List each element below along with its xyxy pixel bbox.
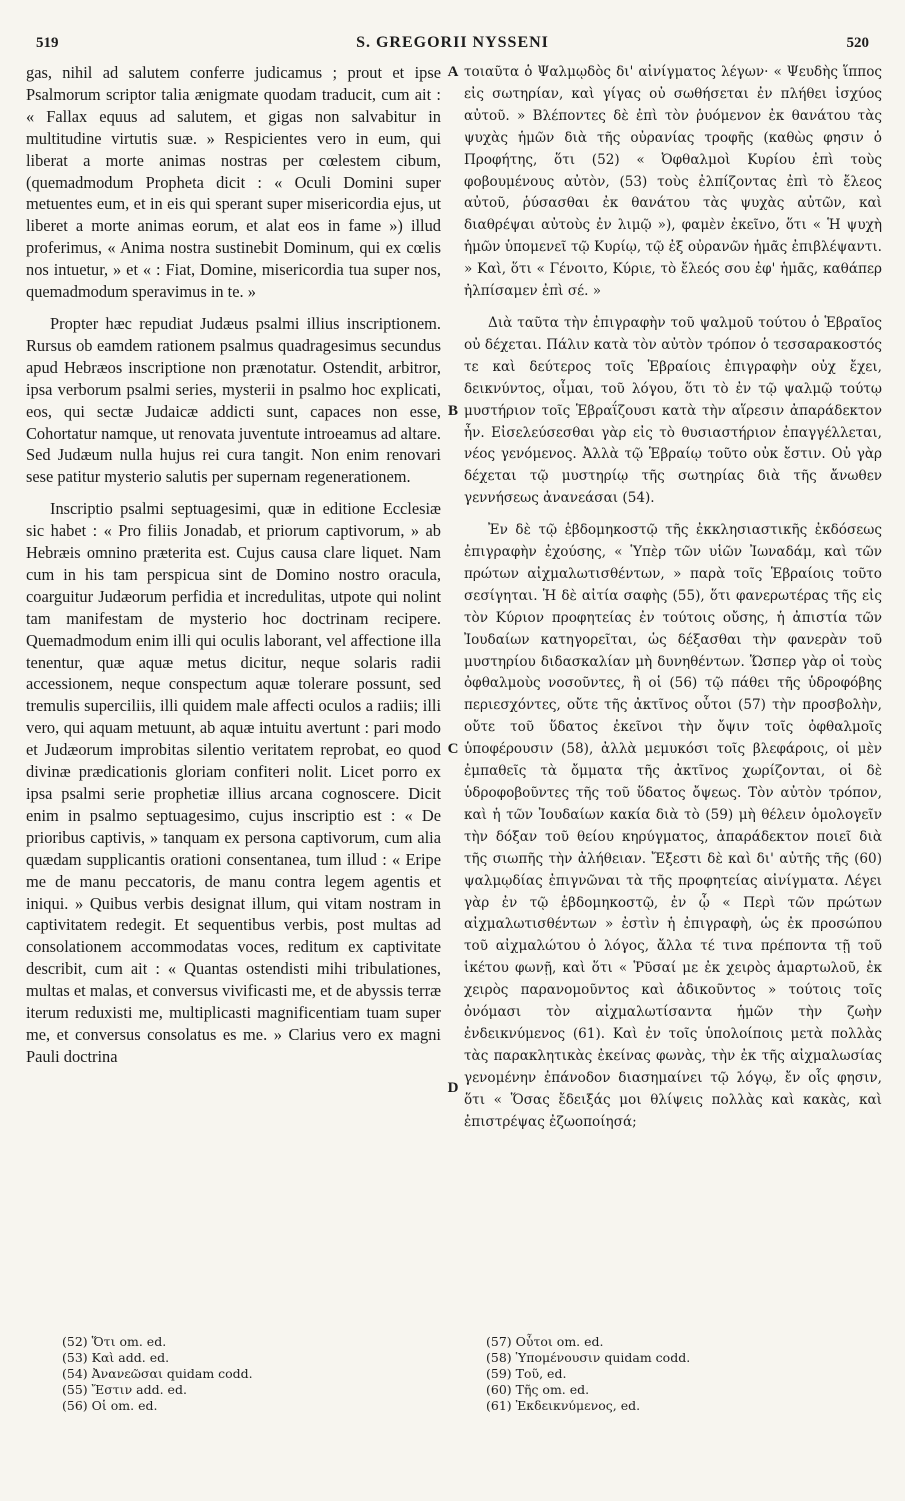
greek-column [464,62,882,1134]
footnote: (52) Ὅτι om. ed. [62,1334,167,1349]
footnote: (59) Τοῦ, ed. [486,1366,567,1381]
greek-paragraph-1: τοιαῦτα ὁ Ψαλμῳδὸς δι' αἰνίγματος λέγων· « Ψευδὴς ἵππος εἰς σωτηρίαν, καὶ γίγας οὐ σωθήσεται ἐν πλήθει ἰσχύος αὐτοῦ. » Βλέποντες δὲ ἐπὶ τὸν ῥυόμενον ἐκ θανάτου τὰς ψυχὰς ἡμῶν διὰ τῆς οὐρανίας τροφῆς (καθὼς φησιν ὁ Προφήτης, ὅτι (52) « Ὀφθαλμοὶ Κυρίου ἐπὶ τοὺς φοβουμένους αὐτὸν, (53) τοὺς ἐλπίζοντας ἐπὶ τὸ ἔλεος αὐτοῦ, ῥύσασθαι ἐκ θανάτου τὰς ψυχὰς αὐτῶν, καὶ διαθρέψαι αὐτοὺς ἐν λιμῷ »), φαμὲν ἐκεῖνο, ὅτι « Ἡ ψυχὴ ἡμῶν ὑπομενεῖ τῷ Κυρίῳ, τῷ ἐξ οὐρανῶν ἡμᾶς ἐπιβλέψαντι. » Καὶ, ὅτι « Γένοιτο, Κύριε, τὸ ἔλεός σου ἐφ' ἡμᾶς, καθάπερ ἠλπίσαμεν ἐπὶ σέ. » [464,64,882,300]
footnote: (53) Καὶ add. ed. [62,1350,170,1365]
section-marker-c: C [447,741,459,757]
page-number-left: 519 [36,34,59,51]
section-marker-b: B [447,403,458,419]
footnote: (61) Ἐκδεικνύμενος, ed. [486,1398,641,1413]
latin-column [26,62,441,1068]
latin-paragraph-3: Inscriptio psalmi septuagesimi, quæ in editione Ecclesiæ sic habet : « Pro filiis Jonadab, et priorum captivorum, » ab Hebræis omnino præterita est. Cujus causa clare liquet. Nam cum in his tam perspicua sint de Domino nostro oracula, coarguitur Judæorum perfidia et incredulitas, utpote qui nolint tam manifestam de mysterio hoc doctrinam recipere. Quemadmodum enim illi qui oculis laborant, vel affectione illa tenentur, quæ aquæ metus dicitur, neque solaris radii accessionem, neque conspectum aquæ tolerare possunt, sed tremulis superciliis, illi quidem male affecti oculos a radiis; illi vero, qui aquam metuunt, ab aquæ intuitu avertunt : pari modo et Judæorum improbitas silentio veritatem reprobat, eo quod divinæ prædicationis gloriam confiteri nolit. Licet porro ex ipsa psalmi serie prophetiæ illius arcana cognoscere. Dicit enim in psalmo septuagesimo, cujus inscriptio est : « De prioribus captivis, » tanquam ex persona captivorum, cum alia quædam supplicantis orationi consentanea, tum illud : « Eripe me de manu peccatoris, de manu contra legem agentis et iniqui. » Quibus verbis designat illum, qui vitam nostram in captivitatem redegit. Et sequentibus verbis, post multas ad consolationem accommodatas voces, reditum ex captivitate describit, cum ait : « Quantas ostendisti mihi tribulationes, multas et malas, et conversus vivificasti me, et de abyssis terræ iterum reduxisti me, multiplicasti magnificentiam tuam super me, et conversus consolatus es me. » Clarius vero ex magni Pauli doctrina [26,499,441,1066]
footnote: (57) Οὗτοι om. ed. [486,1334,604,1349]
page-number-right: 520 [846,34,869,51]
section-marker-a: A [447,64,459,80]
footnote: (54) Ἀνανεῶσαι quidam codd. [62,1366,253,1381]
footnote: (56) Οἱ om. ed. [62,1398,158,1413]
latin-paragraph-2: Propter hæc repudiat Judæus psalmi illius inscriptionem. Rursus ob eamdem rationem psalmus quadragesimus secundus apud Hebræos inscriptione non prænotatur. Ostendit, arbitror, ipsa verborum psalmi series, mysterii in psalmo hoc explicati, eos, qui sectæ Judaicæ addicti sunt, capaces non esse, Cohortatur namque, ut renovata juventute introeamus ad altare. Sed Judæum nulla hujus rei cura tangit. Non enim renovari sese patitur mysterio salutis per supernam regenerationem. [26,313,441,487]
running-title: S. GREGORII NYSSENI [356,34,549,51]
footnotes-left [62,1334,253,1414]
greek-paragraph-2: Διὰ ταῦτα τὴν ἐπιγραφὴν τοῦ ψαλμοῦ τούτου ὁ Ἑβραῖος οὐ δέχεται. Πάλιν κατὰ τὸν αὐτὸν τρόπον ὁ τεσσαρακοστός τε καὶ δεύτερος τοῖς Ἑβραίοις ἐπιγραφὴν οὐχ ἔχει, δεικνύντος, οἶμαι, τοῦ λόγου, ὅτι τὸ ἐν τῷ ψαλμῷ τούτῳ μυστήριον τοῖς Ἑβραΐζουσι κατὰ τὴν αἵρεσιν ἀπαράδεκτον ἦν. Εἰσελεύσεσθαι γὰρ εἰς τὸ θυσιαστήριον ἐπαγγέλλεται, νέος γενόμενος. Ἀλλὰ τῷ Ἑβραίῳ τοῦτο οὐκ ἔστιν. Οὐ γὰρ δέχεται τῷ μυστηρίῳ τῆς σωτηρίας διὰ τῆς ἄνωθεν γεννήσεως ἀνανεάσαι (54). [464,314,882,507]
footnotes-right [486,1334,690,1414]
latin-paragraph-1: gas, nihil ad salutem conferre judicamus ; prout et ipse Psalmorum scriptor talia ænigmate quodam traducit, cum ait : « Fallax equus ad salutem, et gigas non salvabitur in multitudine virtutis suæ. » Respicientes vero in eum, qui liberat a morte animas nostras per cœlestem cibum, (quemadmodum Propheta dicit : « Oculi Domini super metuentes eum, et in eis qui sperant super misericordia ejus, ut liberet a morte animas eorum, et alat eos in fame ») illud proferimus, « Anima nostra sustinebit Dominum, qui ex cœlis nos intuetur, » et « : Fiat, Domine, misericordia tua super nos, quemadmodum speravimus in te. » [26,63,441,302]
footnote: (60) Τῆς om. ed. [486,1382,590,1397]
footnote: (55) Ἔστιν add. ed. [62,1382,187,1397]
greek-paragraph-3: Ἐν δὲ τῷ ἑβδομηκοστῷ τῆς ἐκκλησιαστικῆς ἐκδόσεως ἐπιγραφὴν ἐχούσης, « Ὑπὲρ τῶν υἱῶν Ἰωναδάμ, καὶ τῶν πρώτων αἰχμαλωτισθέντων, » παρὰ τοῖς Ἑβραίοις τοῦτο σεσίγηται. Ἡ δὲ αἰτία σαφὴς (55), ὅτι φανερωτέρας τῆς εἰς τὸν Κύριον προφητείας ἐν τούτοις οὔσης, ἡ ἀπιστία τῶν Ἰουδαίων κατηγορεῖται, ὡς δέξασθαι τὴν φανερὰν τοῦ μυστηρίου διδασκαλίαν μὴ δυνηθέντων. Ὥσπερ γὰρ οἱ τοὺς ὀφθαλμοὺς νοσοῦντες, ἢ οἱ (56) τῷ πάθει τῆς ὑδροφόβης περιεσχόντες, οὔτε τῆς ἀκτῖνος οὗτοι (57) τὴν προσβολὴν, οὔτε τοῦ ὕδατος ἐκεῖνοι τὴν ὄψιν τοῖς ὀφθαλμοῖς ὑποφέρουσιν (58), ἀλλὰ μεμυκόσι τοῖς βλεφάροις, οἱ μὲν ἐμπαθεῖς τὰ ὄμματα τῆς ἀκτῖνος χωρίζονται, οἱ δὲ ὑδροφοβοῦντες τῆς τοῦ ὕδατος ὄψεως. Τὸν αὐτὸν τρόπον, καὶ ἡ τῶν Ἰουδαίων κακία διὰ τὸ (59) μὴ θέλειν ὁμολογεῖν τὴν δόξαν τοῦ θείου κηρύγματος, ἀπαράδεκτον ποιεῖ διὰ τῆς σιωπῆς τὴν ἀλήθειαν. Ἔξεστι δὲ καὶ δι' αὐτῆς τῆς (60) ψαλμῳδίας ἐπιγνῶναι τὰ τῆς προφητείας αἰνίγματα. Λέγει γὰρ ἐν τῷ ἑβδομηκοστῷ, ἐν ᾧ « Περὶ τῶν πρώτων αἰχμαλωτισθέντων » ἐστὶν ἡ ἐπιγραφὴ, ὡς ἐκ προσώπου τοῦ αἰχμαλώτου ὁ λόγος, ἄλλα τέ τινα πρέποντα τῇ τοῦ ἱκέτου φωνῇ, καὶ ὅτι « Ῥῦσαί με ἐκ χειρὸς ἁμαρτωλοῦ, ἐκ χειρὸς παρανομοῦντος καὶ ἀδικοῦντος » τούτοις τοῖς ὀνόμασι τὸν αἰχμαλωτίσαντα ἡμῶν τὴν ζωὴν ἐνδεικνύμενος (61). Καὶ ἐν τοῖς ὑπολοίποις μετὰ πολλὰς τὰς παρακλητικὰς ἐκείνας φωνὰς, τὴν ἐκ τῆς αἰχμαλωσίας γενομένην ἐπάνοδον διασημαίνει τῷ λόγῳ, ἔν οἷς φησιν, ὅτι « Ὅσας ἔδειξάς μοι θλίψεις πολλὰς καὶ κακὰς, καὶ ἐπιστρέψας ἐζωοποίησά; [464,522,882,1130]
section-marker-d: D [447,1080,459,1096]
page-header [36,28,869,58]
footnote: (58) Ὑπομένουσιν quidam codd. [486,1350,691,1365]
